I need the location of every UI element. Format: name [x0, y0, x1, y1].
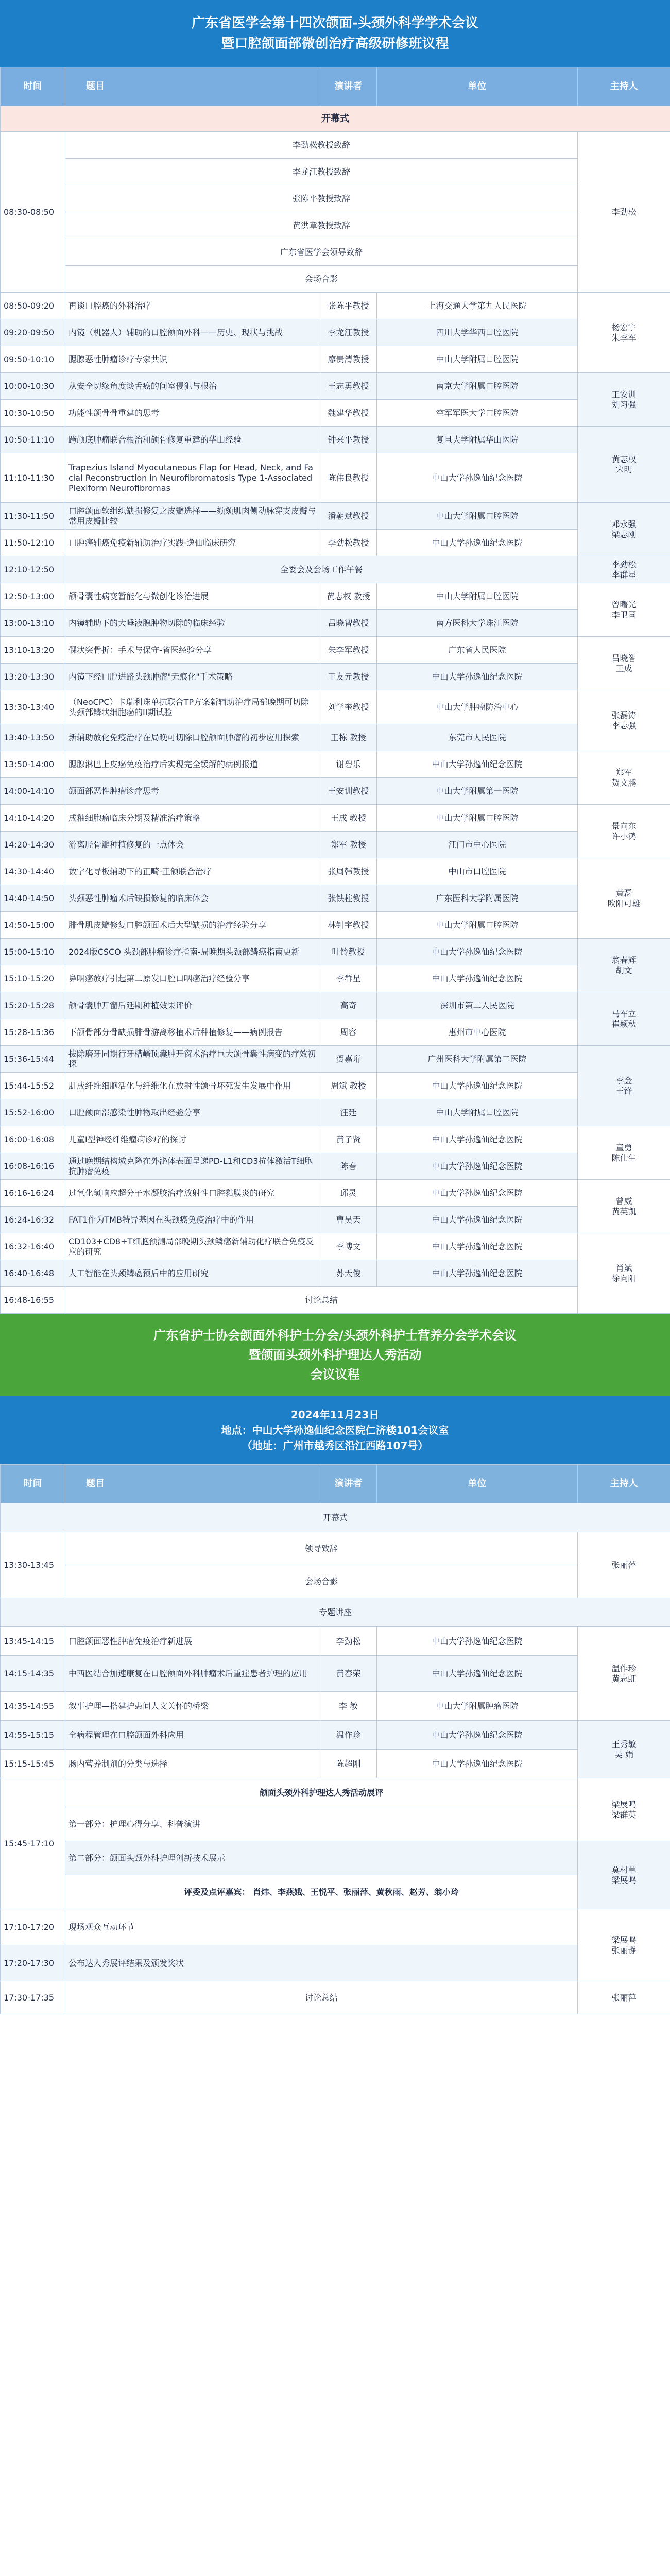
unit-cell: 南京大学附属口腔医院: [377, 373, 578, 400]
table-row: [1, 1841, 670, 1875]
unit-cell: 中山大学附属口腔医院: [377, 1099, 578, 1126]
table-row: [1, 583, 670, 610]
col-time: 时间: [1, 1465, 65, 1503]
speaker-cell: 周斌 教授: [320, 1073, 377, 1099]
time-cell: 08:30-08:50: [1, 132, 65, 293]
chair-cell: 李劲松: [578, 132, 670, 293]
table-row: [1, 1778, 670, 1807]
talk-title: 从安全切缘角度谈舌癌的间室侵犯与根治: [65, 373, 320, 400]
speaker-cell: 张周韩教授: [320, 858, 377, 885]
talk-title: 头颈恶性肿瘤术后缺损修复的临床体会: [65, 885, 320, 912]
speaker-cell: 叶铃教授: [320, 939, 377, 965]
time-cell: 16:40-16:48: [1, 1260, 65, 1287]
table-row: [1, 132, 670, 159]
table-row: [1, 1721, 670, 1750]
chair-cell: 李劲松 李群星: [578, 556, 670, 583]
talk-title: 游离胫骨瓣种植修复的一点体会: [65, 832, 320, 858]
talk-title: CD103+CD8+T细胞预测局部晚期头颈鳞癌新辅助化疗联合免疫反应的研究: [65, 1233, 320, 1260]
nurse-title: 广东省护士协会颌面外科护士分会/头颈外科护士营养分会学术会议: [153, 1328, 517, 1343]
speaker-cell: 刘学奎教授: [320, 690, 377, 724]
unit-cell: 广东医科大学附属医院: [377, 885, 578, 912]
time-cell: 14:30-14:40: [1, 858, 65, 885]
speaker-cell: 李群星: [320, 965, 377, 992]
talk-title: Trapezius Island Myocutaneous Flap for Head, Neck, and Facial Reconstruction in Neurofibromatosis Type 1-Associated Plexiform Neurofibromas: [65, 453, 320, 503]
talk-title: FAT1作为TMB特异基因在头颈癌免疫治疗中的作用: [65, 1207, 320, 1233]
talk-title: 功能性颌骨骨重建的思考: [65, 400, 320, 427]
unit-cell: 中山大学孙逸仙纪念医院: [377, 1207, 578, 1233]
table-row: [1, 1909, 670, 1945]
speaker-cell: 李劲松: [320, 1627, 377, 1656]
time-cell: 16:48-16:55: [1, 1287, 65, 1314]
unit-cell: 中山大学孙逸仙纪念医院: [377, 1721, 578, 1750]
table-header-row: [1, 67, 670, 106]
time-cell: 17:10-17:20: [1, 1909, 65, 1945]
section-lectures: 专题讲座: [1, 1598, 670, 1627]
time-cell: 14:55-15:15: [1, 1721, 65, 1750]
speaker-cell: 朱李军教授: [320, 637, 377, 664]
table-row: [1, 1981, 670, 2014]
table-row: [1, 664, 670, 690]
table-row: [1, 239, 670, 266]
time-cell: 14:20-14:30: [1, 832, 65, 858]
table-row: [1, 1126, 670, 1153]
talk-title: 成釉细胞瘤临床分期及精准治疗策略: [65, 805, 320, 832]
speaker-cell: 陈超刚: [320, 1750, 377, 1778]
talk-title: （NeoCPC）卡瑞利珠单抗联合TP方案新辅助治疗局部晚期可切除头颈部鳞状细胞癌的II期试验: [65, 690, 320, 724]
unit-cell: 复旦大学附属华山医院: [377, 427, 578, 453]
opening-item: 会场合影: [65, 1565, 578, 1598]
chair-cell: 张丽萍: [578, 1532, 670, 1598]
time-cell: 14:35-14:55: [1, 1692, 65, 1721]
time-cell: 13:30-13:40: [1, 690, 65, 724]
session-cell: 全委会及会场工作午餐: [65, 556, 578, 583]
col-unit: 单位: [377, 67, 578, 106]
time-cell: 14:50-15:00: [1, 912, 65, 939]
time-cell: 13:30-13:45: [1, 1532, 65, 1598]
speaker-cell: 张陈平教授: [320, 293, 377, 319]
speaker-cell: 李 敏: [320, 1692, 377, 1721]
talk-title: 新辅助放化免疫治疗在局晚可切除口腔颌面肿瘤的初步应用探索: [65, 724, 320, 751]
speaker-cell: 张铁柱教授: [320, 885, 377, 912]
speaker-cell: 林钊宇教授: [320, 912, 377, 939]
time-cell: 17:30-17:35: [1, 1981, 65, 2014]
talk-title: 过氧化氢响应超分子水凝胶治疗放射性口腔黏膜炎的研究: [65, 1180, 320, 1207]
unit-cell: 广东省人民医院: [377, 637, 578, 664]
table-row: [1, 832, 670, 858]
time-cell: 15:45-17:10: [1, 1778, 65, 1909]
table-row: [1, 1656, 670, 1692]
chair-cell: 王安训 刘习强: [578, 373, 670, 427]
table-row: [1, 1598, 670, 1627]
show-part: 第二部分：颌面头颈外科护理创新技术展示: [65, 1841, 578, 1875]
unit-cell: 中山大学孙逸仙纪念医院: [377, 453, 578, 503]
section-opening: 开幕式: [1, 106, 670, 132]
time-cell: 13:40-13:50: [1, 724, 65, 751]
unit-cell: 中山大学孙逸仙纪念医院: [377, 1153, 578, 1180]
talk-title: 口腔颌面恶性肿瘤免疫治疗新进展: [65, 1627, 320, 1656]
speaker-cell: 贺嘉珩: [320, 1046, 377, 1073]
time-cell: 14:10-14:20: [1, 805, 65, 832]
time-cell: 10:30-10:50: [1, 400, 65, 427]
table-row: [1, 556, 670, 583]
table-row: [1, 1565, 670, 1598]
unit-cell: 中山大学孙逸仙纪念医院: [377, 939, 578, 965]
unit-cell: 中山大学孙逸仙纪念医院: [377, 1180, 578, 1207]
speaker-cell: 王成 教授: [320, 805, 377, 832]
time-cell: 09:20-09:50: [1, 319, 65, 346]
table-row: [1, 503, 670, 530]
unit-cell: 深圳市第二人民医院: [377, 992, 578, 1019]
speaker-cell: 黄子贤: [320, 1126, 377, 1153]
session-cell: 讨论总结: [65, 1287, 578, 1314]
talk-title: 髁状突骨折：手术与保守-省医经验分享: [65, 637, 320, 664]
table-row: [1, 1807, 670, 1841]
speaker-cell: 汪廷: [320, 1099, 377, 1126]
talk-title: 2024版CSCO 头颈部肿瘤诊疗指南-局晚期头颈部鳞癌指南更新: [65, 939, 320, 965]
time-cell: 16:32-16:40: [1, 1233, 65, 1260]
unit-cell: 中山大学孙逸仙纪念医院: [377, 664, 578, 690]
speaker-cell: 李劲松教授: [320, 530, 377, 556]
opening-item: 张陈平教授致辞: [65, 185, 578, 212]
time-cell: 15:28-15:36: [1, 1019, 65, 1046]
nurse-address: （地址：广州市越秀区沿江西路107号）: [242, 1439, 428, 1452]
unit-cell: 中山大学孙逸仙纪念医院: [377, 1627, 578, 1656]
talk-title: 中西医结合加速康复在口腔颌面外科肿瘤术后重症患者护理的应用: [65, 1656, 320, 1692]
chair-cell: 梁展鸣 梁群英: [578, 1778, 670, 1841]
table-row: [1, 1153, 670, 1180]
time-cell: 08:50-09:20: [1, 293, 65, 319]
table-row: [1, 1627, 670, 1656]
talk-title: 拔除磨牙同期行牙槽嵴顶囊肿开窗术治疗巨大颌骨囊性病变的疗效初探: [65, 1046, 320, 1073]
talk-title: 颌骨囊性病变暂能化与微创化诊治进展: [65, 583, 320, 610]
time-cell: 15:44-15:52: [1, 1073, 65, 1099]
table-row: [1, 453, 670, 503]
col-chair: 主持人: [578, 1465, 670, 1503]
talk-title: 腓骨肌皮瓣修复口腔颌面术后大型缺损的治疗经验分享: [65, 912, 320, 939]
col-time: 时间: [1, 67, 65, 106]
table-row: [1, 858, 670, 885]
table-row: [1, 1099, 670, 1126]
unit-cell: 空军军医大学口腔医院: [377, 400, 578, 427]
opening-item: 李龙江教授致辞: [65, 159, 578, 185]
opening-item: 李劲松教授致辞: [65, 132, 578, 159]
table-row: [1, 427, 670, 453]
speaker-cell: 王志勇教授: [320, 373, 377, 400]
chair-cell: 黄磊 欧阳可雄: [578, 858, 670, 939]
unit-cell: 上海交通大学第九人民医院: [377, 293, 578, 319]
opening-item: 会场合影: [65, 266, 578, 293]
table-row: [1, 1875, 670, 1909]
table-row: [1, 1019, 670, 1046]
col-title: 题目: [65, 67, 320, 106]
speaker-cell: 温作珍: [320, 1721, 377, 1750]
nurse-date: 2024年11月23日: [290, 1409, 380, 1421]
nurse-header: [0, 1314, 670, 1396]
table-row: [1, 690, 670, 724]
table-row: [1, 1233, 670, 1260]
table-row: [1, 400, 670, 427]
table-row: [1, 159, 670, 185]
time-cell: 15:00-15:10: [1, 939, 65, 965]
speaker-cell: 高奇: [320, 992, 377, 1019]
unit-cell: 东莞市人民医院: [377, 724, 578, 751]
judges-line: 评委及点评嘉宾： 肖炜、李燕娥、王悦平、张丽萍、黄秋雨、赵芳、翁小玲: [65, 1875, 578, 1909]
speaker-cell: 吕晓智教授: [320, 610, 377, 637]
speaker-cell: 郑军 教授: [320, 832, 377, 858]
table-row: [1, 912, 670, 939]
speaker-cell: 王友元教授: [320, 664, 377, 690]
chair-cell: 肖斌 徐向阳: [578, 1233, 670, 1314]
unit-cell: 中山大学孙逸仙纪念医院: [377, 1260, 578, 1287]
table-row: [1, 373, 670, 400]
chair-cell: 温作珍 黄志虹: [578, 1627, 670, 1721]
table-row: [1, 1532, 670, 1565]
table-row: [1, 293, 670, 319]
table-row: [1, 778, 670, 805]
talk-title: 腮腺恶性肿瘤诊疗专家共识: [65, 346, 320, 373]
time-cell: 13:45-14:15: [1, 1627, 65, 1656]
time-cell: 11:50-12:10: [1, 530, 65, 556]
main-agenda-table: [0, 67, 670, 1314]
conference-header: [0, 0, 670, 67]
chair-cell: 童勇 陈仕生: [578, 1126, 670, 1180]
speaker-cell: 廖贵清教授: [320, 346, 377, 373]
unit-cell: 中山大学附属肿瘤医院: [377, 1692, 578, 1721]
talk-title: 儿童I型神经纤维瘤病诊疗的探讨: [65, 1126, 320, 1153]
talk-title: 内镜（机器人）辅助的口腔颌面外科——历史、现状与挑战: [65, 319, 320, 346]
time-cell: 14:00-14:10: [1, 778, 65, 805]
unit-cell: 中山大学附属第一医院: [377, 778, 578, 805]
time-cell: 11:30-11:50: [1, 503, 65, 530]
time-cell: 09:50-10:10: [1, 346, 65, 373]
unit-cell: 中山大学孙逸仙纪念医院: [377, 1750, 578, 1778]
speaker-cell: 曹昊天: [320, 1207, 377, 1233]
unit-cell: 中山大学孙逸仙纪念医院: [377, 1073, 578, 1099]
chair-cell: 马军立 崔颖秋: [578, 992, 670, 1046]
table-row: [1, 1287, 670, 1314]
table-row: [1, 965, 670, 992]
unit-cell: 南方医科大学珠江医院: [377, 610, 578, 637]
table-row: [1, 805, 670, 832]
talk-title: 肌成纤维细胞活化与纤维化在放射性颌骨坏死发生发展中作用: [65, 1073, 320, 1099]
time-cell: 17:20-17:30: [1, 1945, 65, 1981]
tail-title: 现场观众互动环节: [65, 1909, 578, 1945]
talk-title: 通过晚期结构域克隆在外泌体表面呈递PD-L1和CD3抗体激活T细胞抗肿瘤免疫: [65, 1153, 320, 1180]
chair-cell: 莫村草 梁展鸣: [578, 1841, 670, 1909]
unit-cell: 中山大学孙逸仙纪念医院: [377, 751, 578, 778]
time-cell: 13:50-14:00: [1, 751, 65, 778]
speaker-cell: 钟来平教授: [320, 427, 377, 453]
speaker-cell: 谢碧乐: [320, 751, 377, 778]
tail-title: 讨论总结: [65, 1981, 578, 2014]
chair-cell: 杨宏宇 朱李军: [578, 293, 670, 373]
table-row: [1, 885, 670, 912]
speaker-cell: 王栋 教授: [320, 724, 377, 751]
show-part: 第一部分：护理心得分享、科普演讲: [65, 1807, 578, 1841]
talk-title: 跨颅底肿瘤联合根治和颌骨修复重建的华山经验: [65, 427, 320, 453]
opening-item: 领导致辞: [65, 1532, 578, 1565]
talk-title: 下颌骨部分骨缺损腓骨游离移植术后种植修复——病例报告: [65, 1019, 320, 1046]
time-cell: 13:10-13:20: [1, 637, 65, 664]
talk-title: 叙事护理—搭建护患间人文关怀的桥梁: [65, 1692, 320, 1721]
table-row: [1, 1945, 670, 1981]
show-title: 颌面头颈外科护理达人秀活动展评: [65, 1778, 578, 1807]
speaker-cell: 王安训教授: [320, 778, 377, 805]
time-cell: 10:00-10:30: [1, 373, 65, 400]
talk-title: 数字化导板辅助下的正畸-正颌联合治疗: [65, 858, 320, 885]
unit-cell: 中山大学孙逸仙纪念医院: [377, 530, 578, 556]
unit-cell: 中山市口腔医院: [377, 858, 578, 885]
time-cell: 16:08-16:16: [1, 1153, 65, 1180]
col-speaker: 演讲者: [320, 1465, 377, 1503]
talk-title: 口腔颌面部感染性肿物取出经验分享: [65, 1099, 320, 1126]
time-cell: 10:50-11:10: [1, 427, 65, 453]
table-row: [1, 1073, 670, 1099]
speaker-cell: 李龙江教授: [320, 319, 377, 346]
unit-cell: 中山大学附属口腔医院: [377, 346, 578, 373]
col-chair: 主持人: [578, 67, 670, 106]
speaker-cell: 李博文: [320, 1233, 377, 1260]
opening-item: 广东省医学会领导致辞: [65, 239, 578, 266]
speaker-cell: 魏建华教授: [320, 400, 377, 427]
unit-cell: 中山大学孙逸仙纪念医院: [377, 1126, 578, 1153]
chair-cell: 吕晓智 王成: [578, 637, 670, 690]
table-row: [1, 319, 670, 346]
talk-title: 口腔颌面软组织缺损修复之皮瓣选择——颏颏肌肉侧动脉穿支皮瓣与常用皮瓣比较: [65, 503, 320, 530]
unit-cell: 中山大学附属口腔医院: [377, 503, 578, 530]
time-cell: 15:10-15:20: [1, 965, 65, 992]
section-opening: 开幕式: [1, 1503, 670, 1532]
time-cell: 14:40-14:50: [1, 885, 65, 912]
table-row: [1, 1750, 670, 1778]
unit-cell: 广州医科大学附属第二医院: [377, 1046, 578, 1073]
talk-title: 肠内营养制剂的分类与选择: [65, 1750, 320, 1778]
speaker-cell: 陈春: [320, 1153, 377, 1180]
table-row: [1, 212, 670, 239]
speaker-cell: 邱灵: [320, 1180, 377, 1207]
time-cell: 15:15-15:45: [1, 1750, 65, 1778]
conference-subtitle: 暨口腔颌面部微创治疗高级研修班议程: [221, 36, 449, 52]
time-cell: 15:20-15:28: [1, 992, 65, 1019]
nurse-subtitle: 暨颌面头颈外科护理达人秀活动: [248, 1348, 422, 1362]
chair-cell: 翁春辉 胡文: [578, 939, 670, 992]
chair-cell: 邓永强 梁志刚: [578, 503, 670, 556]
chair-cell: 曾威 黄英凯: [578, 1180, 670, 1233]
time-cell: 12:10-12:50: [1, 556, 65, 583]
unit-cell: 江门市中心医院: [377, 832, 578, 858]
time-cell: 16:24-16:32: [1, 1207, 65, 1233]
table-row: [1, 346, 670, 373]
conference-title: 广东省医学会第十四次颌面-头颈外科学学术会议: [192, 15, 478, 31]
time-cell: 12:50-13:00: [1, 583, 65, 610]
table-row: [1, 751, 670, 778]
table-header-row: [1, 1465, 670, 1503]
table-row: [1, 530, 670, 556]
col-speaker: 演讲者: [320, 67, 377, 106]
time-cell: 13:20-13:30: [1, 664, 65, 690]
nurse-agenda-table: [0, 1464, 670, 2014]
table-row: [1, 992, 670, 1019]
speaker-cell: 苏天俊: [320, 1260, 377, 1287]
time-cell: 11:10-11:30: [1, 453, 65, 503]
speaker-cell: 周容: [320, 1019, 377, 1046]
unit-cell: 中山大学附属口腔医院: [377, 805, 578, 832]
table-row: [1, 1260, 670, 1287]
chair-cell: 梁展鸣 张丽静: [578, 1909, 670, 1981]
table-row: [1, 1503, 670, 1532]
table-row: [1, 939, 670, 965]
talk-title: 内镜辅助下的大唾液腺肿物切除的临床经验: [65, 610, 320, 637]
col-title: 题目: [65, 1465, 320, 1503]
table-row: [1, 724, 670, 751]
nurse-venue: [0, 1396, 670, 1464]
table-row: [1, 266, 670, 293]
talk-title: 全病程管理在口腔颌面外科应用: [65, 1721, 320, 1750]
time-cell: 14:15-14:35: [1, 1656, 65, 1692]
table-row: [1, 1180, 670, 1207]
speaker-cell: 潘朝斌教授: [320, 503, 377, 530]
unit-cell: 四川大学华西口腔医院: [377, 319, 578, 346]
unit-cell: 中山大学附属口腔医院: [377, 583, 578, 610]
table-row: [1, 1207, 670, 1233]
unit-cell: 中山大学肿瘤防治中心: [377, 690, 578, 724]
col-unit: 单位: [377, 1465, 578, 1503]
talk-title: 鼻咽癌放疗引起第二原发口腔口咽癌治疗经验分享: [65, 965, 320, 992]
chair-cell: 张磊涛 李志强: [578, 690, 670, 751]
talk-title: 再谈口腔癌的外科治疗: [65, 293, 320, 319]
chair-cell: 景向东 许小鸿: [578, 805, 670, 858]
talk-title: 内镜下经口腔进路头颈肿瘤"无痕化"手术策略: [65, 664, 320, 690]
chair-cell: 张丽萍: [578, 1981, 670, 2014]
nurse-place: 地点：中山大学孙逸仙纪念医院仁济楼101会议室: [221, 1424, 449, 1436]
table-row: [1, 1046, 670, 1073]
talk-title: 腮腺淋巴上皮癌免疫治疗后实现完全缓解的病例报道: [65, 751, 320, 778]
time-cell: 16:00-16:08: [1, 1126, 65, 1153]
table-row: [1, 610, 670, 637]
talk-title: 口腔癌辅癌免疫新辅助治疗实践·逸仙临床研究: [65, 530, 320, 556]
chair-cell: 郑军 贺文鹏: [578, 751, 670, 805]
talk-title: 颌面部恶性肿瘤诊疗思考: [65, 778, 320, 805]
chair-cell: 王秀敏 吴 娟: [578, 1721, 670, 1778]
table-row: [1, 106, 670, 132]
nurse-agenda-label: 会议议程: [310, 1367, 360, 1382]
unit-cell: 中山大学孙逸仙纪念医院: [377, 965, 578, 992]
speaker-cell: 黄春荣: [320, 1656, 377, 1692]
chair-cell: 曾曙光 李卫国: [578, 583, 670, 637]
chair-cell: 黄志权 宋明: [578, 427, 670, 503]
chair-cell: 李金 王锋: [578, 1046, 670, 1126]
time-cell: 15:36-15:44: [1, 1046, 65, 1073]
time-cell: 15:52-16:00: [1, 1099, 65, 1126]
talk-title: 人工智能在头颈鳞癌预后中的应用研究: [65, 1260, 320, 1287]
speaker-cell: 陈伟良教授: [320, 453, 377, 503]
unit-cell: 中山大学附属口腔医院: [377, 912, 578, 939]
speaker-cell: 黄志权 教授: [320, 583, 377, 610]
unit-cell: 中山大学孙逸仙纪念医院: [377, 1233, 578, 1260]
table-row: [1, 185, 670, 212]
talk-title: 颌骨囊肿开窗后延期种植效果评价: [65, 992, 320, 1019]
table-row: [1, 1692, 670, 1721]
unit-cell: 中山大学孙逸仙纪念医院: [377, 1656, 578, 1692]
time-cell: 13:00-13:10: [1, 610, 65, 637]
table-row: [1, 637, 670, 664]
opening-item: 黄洪章教授致辞: [65, 212, 578, 239]
time-cell: 16:16-16:24: [1, 1180, 65, 1207]
tail-title: 公布达人秀展评结果及颁发奖状: [65, 1945, 578, 1981]
unit-cell: 惠州市中心医院: [377, 1019, 578, 1046]
